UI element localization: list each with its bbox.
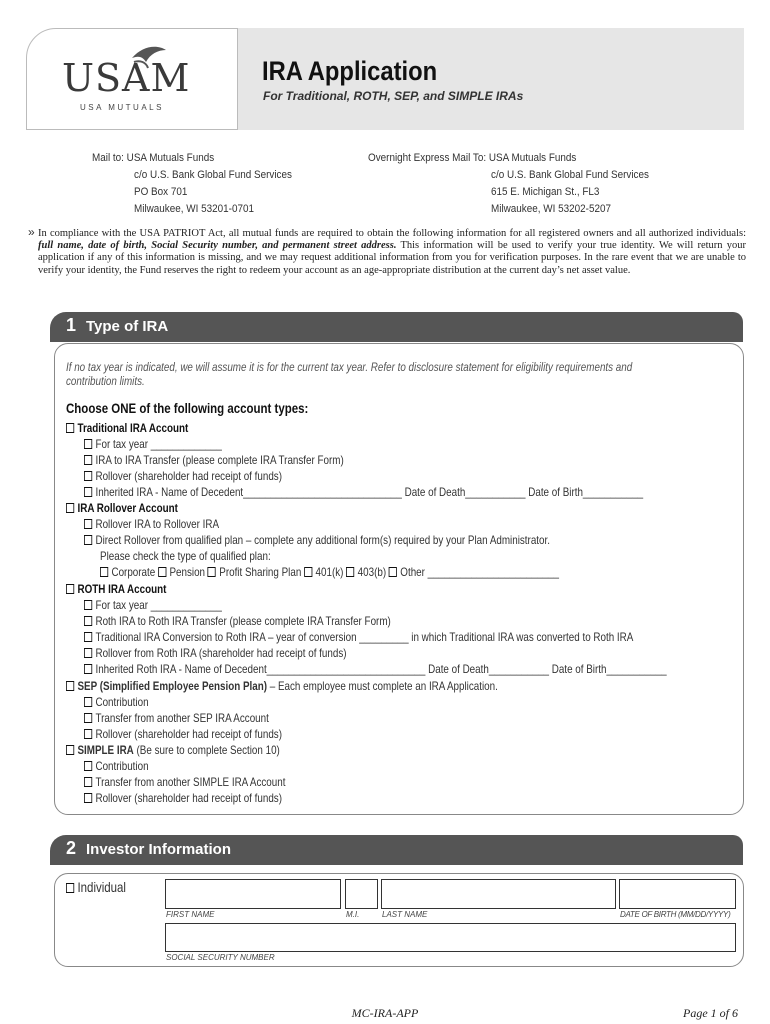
roth-ira-option[interactable]: ROTH IRA Account: [66, 582, 166, 596]
roth-inherited[interactable]: Inherited Roth IRA - Name of Decedent_____________________________ Date of Death___________ Date of Birth___________: [84, 662, 667, 676]
simple-rollover[interactable]: Rollover (shareholder had receipt of funds): [84, 791, 282, 805]
traditional-inherited[interactable]: Inherited IRA - Name of Decedent_____________________________ Date of Death___________ Date of Birth___________: [84, 485, 643, 499]
dob-field[interactable]: [619, 879, 736, 909]
logo-subtext: USA MUTUALS: [80, 103, 164, 112]
checkbox[interactable]: [84, 471, 92, 481]
checkbox[interactable]: [66, 681, 74, 691]
page-title: IRA Application: [262, 56, 438, 86]
logo-text: USAM: [62, 56, 191, 100]
checkbox[interactable]: [208, 567, 216, 577]
checkbox[interactable]: [66, 883, 74, 893]
traditional-rollover[interactable]: Rollover (shareholder had receipt of funds): [84, 469, 282, 483]
sep-contribution[interactable]: Contribution: [84, 695, 149, 709]
overnight-line: USA Mutuals Funds: [488, 152, 577, 164]
traditional-tax-year[interactable]: For tax year _____________: [84, 437, 222, 451]
mail-line: USA Mutuals Funds: [126, 152, 215, 164]
overnight-label: Overnight Express Mail To:: [368, 152, 487, 164]
plan-profit-sharing[interactable]: Profit Sharing Plan: [219, 565, 302, 579]
overnight-line: c/o U.S. Bank Global Fund Services: [491, 169, 649, 181]
simple-contribution[interactable]: Contribution: [84, 759, 149, 773]
overnight-lines: [491, 167, 649, 218]
tax-year-note: If no tax year is indicated, we will assume it is for the current tax year. Refer to disclosure statement for eligibility requirements and: [66, 360, 633, 374]
checkbox[interactable]: [100, 567, 108, 577]
checkbox[interactable]: [158, 567, 166, 577]
checkbox[interactable]: [84, 519, 92, 529]
form-code: MC-IRA-APP: [351, 1006, 419, 1020]
plan-type-prompt: Please check the type of qualified plan:: [100, 549, 271, 563]
checkbox[interactable]: [389, 567, 397, 577]
direct-rollover[interactable]: Direct Rollover from qualified plan – complete any additional form(s) required by your Plan Administrator.: [84, 533, 550, 547]
checkbox[interactable]: [84, 616, 92, 626]
mail-to-lines: [134, 167, 292, 218]
checkbox[interactable]: [84, 713, 92, 723]
overnight-line: 615 E. Michigan St., FL3: [491, 186, 600, 198]
plan-corporate[interactable]: Corporate: [111, 565, 156, 579]
choose-heading: Choose ONE of the following account types:: [66, 400, 309, 416]
compliance-paragraph: [38, 228, 746, 277]
chevron-marker: »: [28, 225, 35, 239]
page-subtitle: For Traditional, ROTH, SEP, and SIMPLE IRAs: [263, 89, 524, 103]
roth-transfer[interactable]: Roth IRA to Roth IRA Transfer (please complete IRA Transfer Form): [84, 614, 391, 628]
sep-ira-option[interactable]: SEP (Simplified Employee Pension Plan) – Each employee must complete an IRA Application.: [66, 679, 498, 693]
plan-401k[interactable]: 401(k): [315, 565, 344, 579]
mi-label: M.I.: [346, 910, 360, 919]
last-name-field[interactable]: [381, 879, 616, 909]
checkbox[interactable]: [84, 777, 92, 787]
traditional-ira-option[interactable]: Traditional IRA Account: [66, 421, 188, 435]
checkbox[interactable]: [84, 664, 92, 674]
checkbox[interactable]: [66, 503, 74, 513]
tax-year-note-2: contribution limits.: [66, 374, 145, 388]
checkbox[interactable]: [84, 455, 92, 465]
checkbox[interactable]: [84, 600, 92, 610]
checkbox[interactable]: [84, 729, 92, 739]
mail-line: Milwaukee, WI 53201-0701: [134, 203, 254, 215]
checkbox[interactable]: [346, 567, 354, 577]
first-name-label: FIRST NAME: [166, 910, 215, 919]
checkbox[interactable]: [66, 745, 74, 755]
plan-type-options: [100, 565, 559, 579]
dob-label: DATE OF BIRTH (MM/DD/YYYY): [620, 910, 731, 919]
mi-field[interactable]: [345, 879, 378, 909]
mail-line: PO Box 701: [134, 186, 188, 198]
sep-transfer[interactable]: Transfer from another SEP IRA Account: [84, 711, 269, 725]
simple-ira-option[interactable]: SIMPLE IRA (Be sure to complete Section 10): [66, 743, 280, 757]
mail-to-block: [92, 150, 214, 167]
checkbox[interactable]: [84, 632, 92, 642]
section-number: 2: [66, 838, 77, 858]
roth-conversion[interactable]: Traditional IRA Conversion to Roth IRA – year of conversion _________ in which Traditional IRA was converted to Roth IRA: [84, 630, 633, 644]
ssn-field[interactable]: [165, 923, 736, 952]
individual-option[interactable]: Individual: [66, 879, 126, 895]
checkbox[interactable]: [84, 487, 92, 497]
section-title: Investor Information: [86, 841, 232, 858]
header-band: [170, 28, 744, 130]
checkbox[interactable]: [84, 697, 92, 707]
simple-transfer[interactable]: Transfer from another SIMPLE IRA Account: [84, 775, 285, 789]
roth-tax-year[interactable]: For tax year _____________: [84, 598, 222, 612]
checkbox[interactable]: [84, 761, 92, 771]
checkbox[interactable]: [84, 535, 92, 545]
ssn-label: SOCIAL SECURITY NUMBER: [166, 953, 275, 962]
checkbox[interactable]: [66, 423, 74, 433]
roth-rollover[interactable]: Rollover from Roth IRA (shareholder had receipt of funds): [84, 646, 347, 660]
checkbox[interactable]: [84, 793, 92, 803]
checkbox[interactable]: [304, 567, 312, 577]
plan-403b[interactable]: 403(b): [357, 565, 387, 579]
rollover-ira-to-ira[interactable]: Rollover IRA to Rollover IRA: [84, 517, 219, 531]
first-name-field[interactable]: [165, 879, 341, 909]
section-title: Type of IRA: [86, 318, 169, 335]
compliance-text-2: This information will be used to verify your true identity. We will return your application if any of this information is missing, and we may request additional information from you for verification purposes. In the rare event that we are unable to verify your identity, the Fund reserves the right to redeem your account as an age-appropriate distribution at the current day’s net asset value.: [38, 240, 746, 276]
compliance-text: In compliance with the USA PATRIOT Act, all mutual funds are required to obtain the following information for all registered owners and all authorized individuals:: [38, 228, 746, 239]
page-number: Page 1 of 6: [683, 1006, 738, 1020]
checkbox[interactable]: [84, 648, 92, 658]
overnight-line: Milwaukee, WI 53202-5207: [491, 203, 611, 215]
traditional-transfer[interactable]: IRA to IRA Transfer (please complete IRA Transfer Form): [84, 453, 344, 467]
plan-pension[interactable]: Pension: [169, 565, 206, 579]
mail-line: c/o U.S. Bank Global Fund Services: [134, 169, 292, 181]
section-2-header: [50, 835, 743, 865]
plan-other[interactable]: Other ________________________: [400, 565, 560, 579]
section-number: 1: [66, 315, 77, 335]
sep-rollover[interactable]: Rollover (shareholder had receipt of funds): [84, 727, 282, 741]
checkbox[interactable]: [66, 584, 74, 594]
section-1-header: [50, 312, 743, 342]
overnight-block: [368, 150, 576, 167]
mail-to-label: Mail to:: [92, 152, 124, 164]
rollover-ira-option[interactable]: IRA Rollover Account: [66, 501, 178, 515]
checkbox[interactable]: [84, 439, 92, 449]
last-name-label: LAST NAME: [382, 910, 428, 919]
compliance-bold: full name, date of birth, Social Security number, and permanent street address.: [38, 240, 397, 252]
